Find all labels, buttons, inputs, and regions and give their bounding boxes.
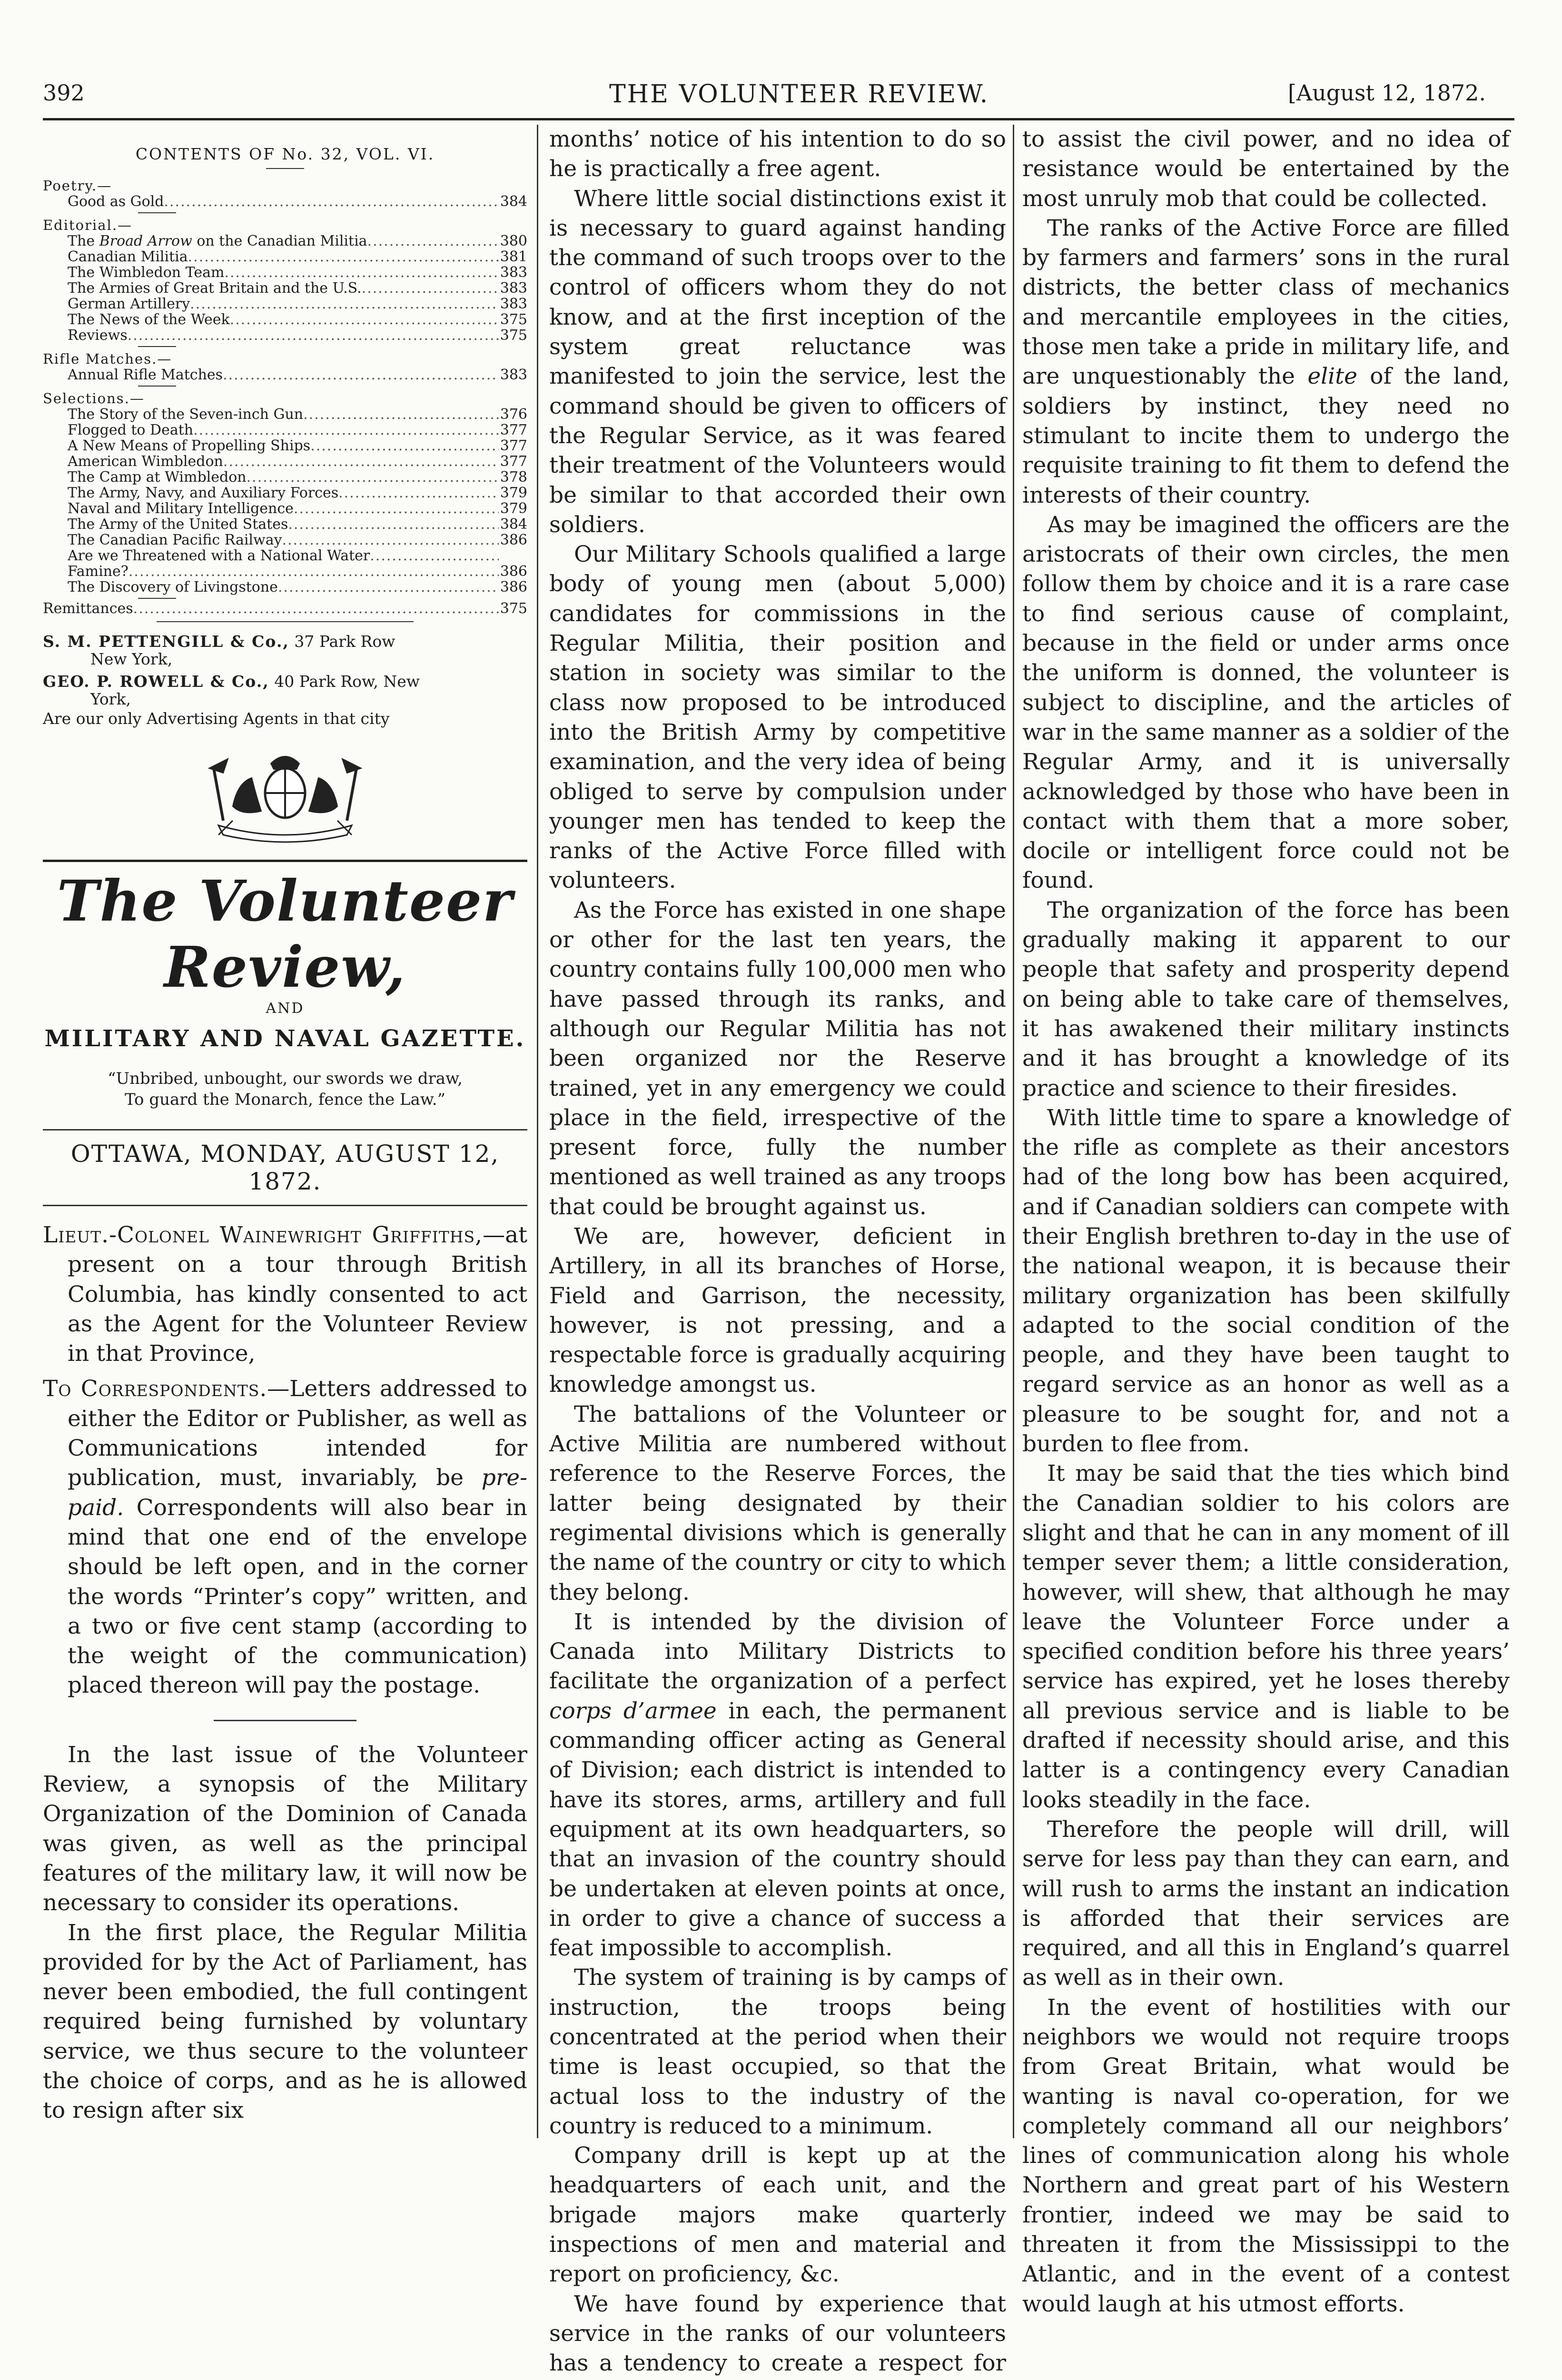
agent-address: 37 Park Row <box>289 632 395 651</box>
contents-entry: Annual Rifle Matches ..... 383 <box>43 367 527 383</box>
contents-entry: Famine? ..... 386 <box>43 564 527 579</box>
contents-entry: The Wimbledon Team ..... 383 <box>43 265 527 280</box>
agent-address: New York, <box>90 650 173 668</box>
header-rule <box>43 118 1514 120</box>
article-paragraph <box>1022 214 1510 510</box>
divider <box>138 386 176 387</box>
column-rule <box>537 125 538 2138</box>
contents-entry: Are we Threatened with a National Water ..... <box>43 548 527 564</box>
royal-arms-emblem <box>180 749 390 844</box>
article-paragraph: Company drill is kept up at the headquarters of each unit, and the brigade majors make quarterly inspections of men and material and report on proficiency, &c. <box>549 2142 1006 2288</box>
article-paragraph: Therefore the people will drill, will serve for less pay than they can earn, and will rush to arms the instant an indication is afforded that their services are required, and all this in England’s quarrel as well as in their own. <box>1022 1816 1510 1991</box>
contents-section: Rifle Matches.— <box>43 351 172 367</box>
page-number: 392 <box>43 80 85 106</box>
divider <box>266 168 304 169</box>
page-header <box>0 0 1562 119</box>
divider <box>138 598 176 599</box>
motto-line: “Unbribed, unbought, our swords we draw, <box>108 1069 463 1088</box>
article-paragraph: In the first place, the Regular Militia provided for by the Act of Parliament, has never been embodied, the full contingent required being furnished by voluntary service, we thus secure to the volunteer the choice of corps, and as he is allowed to resign after six <box>43 1919 527 2124</box>
contents-entry: Canadian Militia ..... 381 <box>43 249 527 265</box>
divider <box>138 212 176 213</box>
contents-entry: The Army, Navy, and Auxiliary Forces ..... 379 <box>43 485 527 501</box>
advertising-agents <box>43 633 527 727</box>
contents-entry: The News of the Week ..... 375 <box>43 312 527 327</box>
article-paragraph: It may be said that the ties which bind the Canadian soldier to his colors are slight and that he can in any moment of ill temper sever them; a little consideration, however, will shew, that although he may leave the Volunteer Force under a specified condition before his three years’ service has expired, yet he loses thereby all previous service and is liable to be drafted if necessity should arise, and this latter is a contingency every Canadian looks steadily in the face. <box>1022 1460 1510 1813</box>
column-1 <box>43 125 527 2138</box>
article-text: The ranks of the Active Force are filled by farmers and farmers’ sons in the rural districts, the better class of mechanics and mercantile employees in the cities, those men take a pride in military life, and are unquestionably the <box>1022 215 1510 390</box>
article-paragraph: months’ notice of his intention to do so he is practically a free agent. <box>549 126 1006 182</box>
agent-name: GEO. P. ROWELL & Co., <box>43 672 269 691</box>
contents-entry: The Armies of Great Britain and the U.S. ..... 383 <box>43 280 527 296</box>
notice-lead: Lieut.-Colonel Wainewright Griffiths, <box>43 1222 483 1248</box>
contents-entry: The Army of the United States ..... 384 <box>43 516 527 532</box>
article-paragraph: We are, however, deficient in Artillery, in all its branches of Horse, Field and Garrison, the necessity, however, is not pressing, and a respectable force is gradually acquiring knowledge amongst us. <box>549 1223 1006 1398</box>
masthead-title: The Volunteer Review, <box>57 868 514 1000</box>
contents-entry: Flogged to Death ..... 377 <box>43 422 527 438</box>
agent-note: Are our only Advertising Agents in that city <box>43 709 390 728</box>
article-paragraph: It is intended by the division of Canada into Military Districts to facilitate the organization of a perfect corps d’armee in each, the permanent commanding officer acting as General of Division; each district is intended to have its stores, arms, artillery and full equipment at its own headquarters, so that an invasion of the country should be undertaken at eleven points at once, in order to give a chance of success a feat impossible to accomplish. <box>549 1608 1006 1962</box>
column-2 <box>549 125 1006 2377</box>
contents-entry: The Camp at Wimbledon ..... 378 <box>43 469 527 485</box>
article-paragraph: The battalions of the Volunteer or Active Militia are numbered without reference to the Reserve Forces, the latter being designated by their regimental divisions which is generally the name of the country or city to which they belong. <box>549 1401 1006 1606</box>
contents-entry: Reviews ..... 375 <box>43 327 527 343</box>
article-paragraph: In the last issue of the Volunteer Review, a synopsis of the Military Organization of the Dominion of Canada was given, as well as the principal features of the military law, it will now be necessary to consider its operations. <box>43 1741 527 1916</box>
article-paragraph: With little time to spare a knowledge of the rifle as complete as their ancestors had of the long bow has been acquired, and if Canadian soldiers can compete with their English brethren to-day in the use of the national weapon, it is because their military organization has been skilfully adapted to the social condition of the people, and they have been taught to regard service as an honor as well as a pleasure to be sought for, and not a burden to flee from. <box>1022 1104 1510 1458</box>
article-paragraph: As the Force has existed in one shape or other for the last ten years, the country contains fully 100,000 men who have passed through its ranks, and although our Regular Militia has not been organized nor the Reserve trained, yet in any emergency we could place in the field, irrespective of the present force, fully the number mentioned as well trained as any troops that could be brought against us. <box>549 897 1006 1220</box>
contents-entry: A New Means of Propelling Ships ..... 377 <box>43 438 527 454</box>
article-emphasis: elite <box>1307 363 1357 390</box>
divider <box>138 346 176 347</box>
contents-entry: The Story of the Seven-inch Gun ..... 376 <box>43 407 527 422</box>
contents-entry: German Artillery ..... 383 <box>43 296 527 312</box>
contents-section: Editorial.— <box>43 217 133 233</box>
agent-address: York, <box>90 690 131 708</box>
article-paragraph: We have found by experience that service in the ranks of our volunteers has a tendency to create a respect for <box>549 2291 1006 2377</box>
contents-entry: Good as Gold ..... 384 <box>43 194 527 209</box>
notice-text: —Letters addressed to either the Editor or Publisher, as well as Communications intended for publication, must, invariably, be <box>68 1376 527 1491</box>
article-text: of the land, soldiers by instinct, they need no stimulant to incite them to undergo the requisite training to fit them to defend the interests of their country. <box>1022 363 1510 508</box>
article-paragraph: Where little social distinctions exist it is necessary to guard against handing the command of such troops over to the control of officers whom they do not know, and at the first inception of the system great reluctance was manifested to join the service, lest the command should be given to officers of the Regular Service, as it was feared their treatment of the Volunteers would be similar to that accorded their own soldiers. <box>549 185 1006 538</box>
contents-section: Selections.— <box>43 390 145 407</box>
contents-entry: The Discovery of Livingstone ..... 386 <box>43 579 527 595</box>
contents-entry: American Wimbledon ..... 377 <box>43 454 527 469</box>
article-paragraph: The organization of the force has been gradually making it apparent to our people that safety and prosperity depend on being able to take care of themselves, it has awakened their military instincts and it has brought a knowledge of its practice and science to their firesides. <box>1022 897 1510 1101</box>
running-title: THE VOLUNTEER REVIEW. <box>609 80 989 109</box>
masthead-subtitle: MILITARY AND NAVAL GAZETTE. <box>44 1025 526 1052</box>
notice-text: Correspondents will also bear in mind that one end of the envelope should be left open, and in the corner the words “Printer’s copy” written, and a two or five cent stamp (according to the weight of the communication) placed thereon will pay the postage. <box>68 1494 527 1699</box>
motto-line: To guard the Monarch, fence the Law.” <box>125 1090 445 1109</box>
article-paragraph: Our Military Schools qualified a large body of young men (about 5,000) candidates for commissions in the Regular Militia, their position and station in society was similar to the class now proposed to be introduced into the British Army by competitive examination, and the very idea of being obliged to serve by compulsion under younger men has tended to keep the ranks of the Active Force filled with volunteers. <box>549 541 1006 894</box>
masthead-rule <box>43 860 527 862</box>
notice-correspondents <box>43 1374 527 1700</box>
motto <box>43 1068 527 1110</box>
notice-agent <box>43 1220 527 1368</box>
column-rule <box>1013 125 1014 2138</box>
contents-entry: Naval and Military Intelligence ..... 379 <box>43 501 527 516</box>
article-paragraph: In the event of hostilities with our neighbors we would not require troops from Great Britain, what would be wanting is naval co-operation, for we completely command all our neighbors’ lines of communication along his whole Northern and great part of his Western frontier, indeed we may be said to threaten it from the Mississippi to the Atlantic, and in the event of a contest would laugh at his utmost efforts. <box>1022 1994 1510 2317</box>
contents-entry: The Canadian Pacific Railway ..... 386 <box>43 532 527 548</box>
article-paragraph: As may be imagined the officers are the aristocrats of their own circles, the men follow them by choice and it is a rare case to find serious cause of complaint, because in the field or under arms once the uniform is donned, the volunteer is subject to discipline, and the articles of war in the same manner as a soldier of the Regular Army, and it is universally acknowledged by those who have been in contact with them that a more sober, docile or intelligent force could not be found. <box>1022 511 1510 894</box>
dateline: OTTAWA, MONDAY, AUGUST 12, 1872. <box>43 1129 527 1206</box>
notice-text: —at present on a tour through British Columbia, has kindly consented to act as the Agent for the Volunteer Review in that Province, <box>68 1222 527 1367</box>
notice-lead: To Correspondents. <box>43 1376 267 1402</box>
contents-section: Poetry.— <box>43 178 112 194</box>
table-of-contents <box>43 178 527 616</box>
agent-name: S. M. PETTENGILL & Co., <box>43 632 289 651</box>
contents-heading: CONTENTS OF No. 32, VOL. VI. <box>135 145 435 163</box>
notice-emphasis: pre-paid. <box>68 1465 527 1521</box>
masthead-and: AND <box>266 1000 305 1017</box>
contents-section: Remittances ..... 375 <box>43 601 527 616</box>
column-3 <box>1022 125 1510 2317</box>
article-paragraph: The system of training is by camps of instruction, the troops being concentrated at the period when their time is least occupied, so that the actual loss to the industry of the country is reduced to a minimum. <box>549 1964 1006 2139</box>
divider <box>157 621 414 622</box>
contents-entry: The Broad Arrow on the Canadian Militia ..... 380 <box>43 233 527 249</box>
agent-address: 40 Park Row, New <box>269 672 420 691</box>
header-date: [August 12, 1872. <box>1287 80 1486 106</box>
divider <box>214 1720 356 1721</box>
article-paragraph: to assist the civil power, and no idea of resistance would be entertained by the most unruly mob that could be collected. <box>1022 126 1510 212</box>
